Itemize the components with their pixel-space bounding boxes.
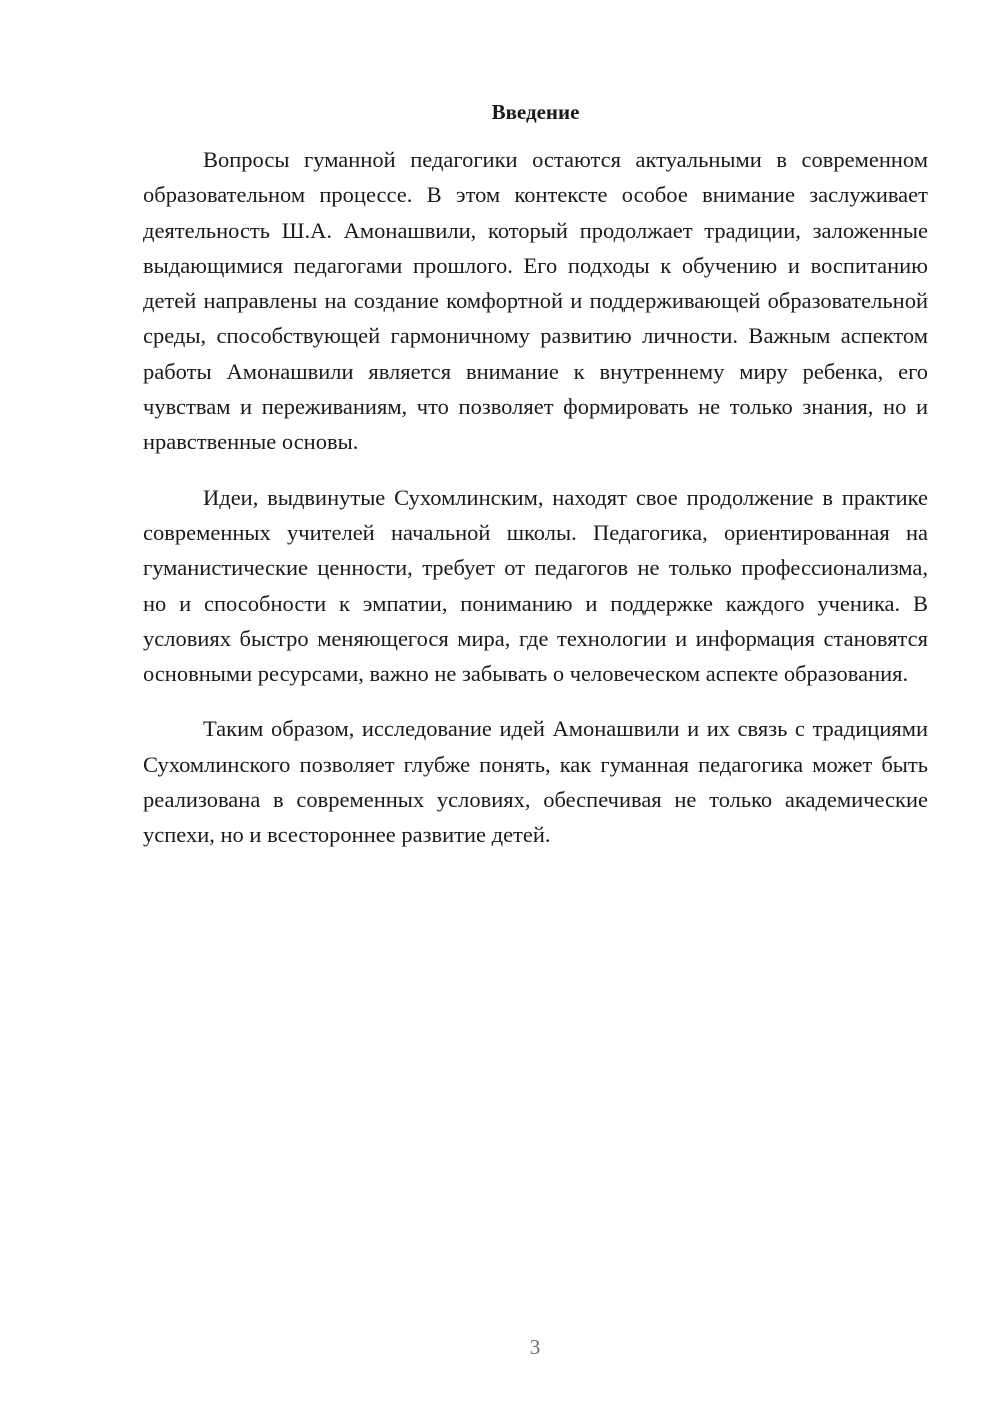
page-number: 3 xyxy=(529,1335,541,1359)
paragraph-2: Идеи, выдвинутые Сухомлинским, находят свое продолжение в практике современных учителей начальной школы. Педагогика, ориентированная на гуманистические ценности, требует от педагогов не только профессионализма, но и способности к эмпатии, пониманию и поддержке каждого ученика. В условиях быстро меняющегося мира, где технологии и информация становятся основными ресурсами, важно не забывать о человеческом аспекте образования. xyxy=(143,484,928,687)
paragraph-3: Таким образом, исследование идей Амонашвили и их связь с традициями Сухомлинского позволяет глубже понять, как гуманная педагогика может быть реализована в современных условиях, обеспечивая не только академические успехи, но и всестороннее развитие детей. xyxy=(143,716,928,848)
paragraph-1: Вопросы гуманной педагогики остаются актуальными в современном образовательном процессе. В этом контексте особое внимание заслуживает деятельность Ш.А. Амонашвили, который продолжает традиции, заложенные выдающимися педагогами прошлого. Его подходы к обучению и воспитанию детей направлены на создание комфортной и поддерживающей образовательной среды, способствующей гармоничному развитию личности. Важным аспектом работы Амонашвили является внимание к внутреннему миру ребенка, его чувствам и переживаниям, что позволяет формировать не только знания, но и нравственные основы. xyxy=(143,147,928,455)
body-text xyxy=(143,142,928,873)
section-heading: Введение xyxy=(491,100,580,124)
